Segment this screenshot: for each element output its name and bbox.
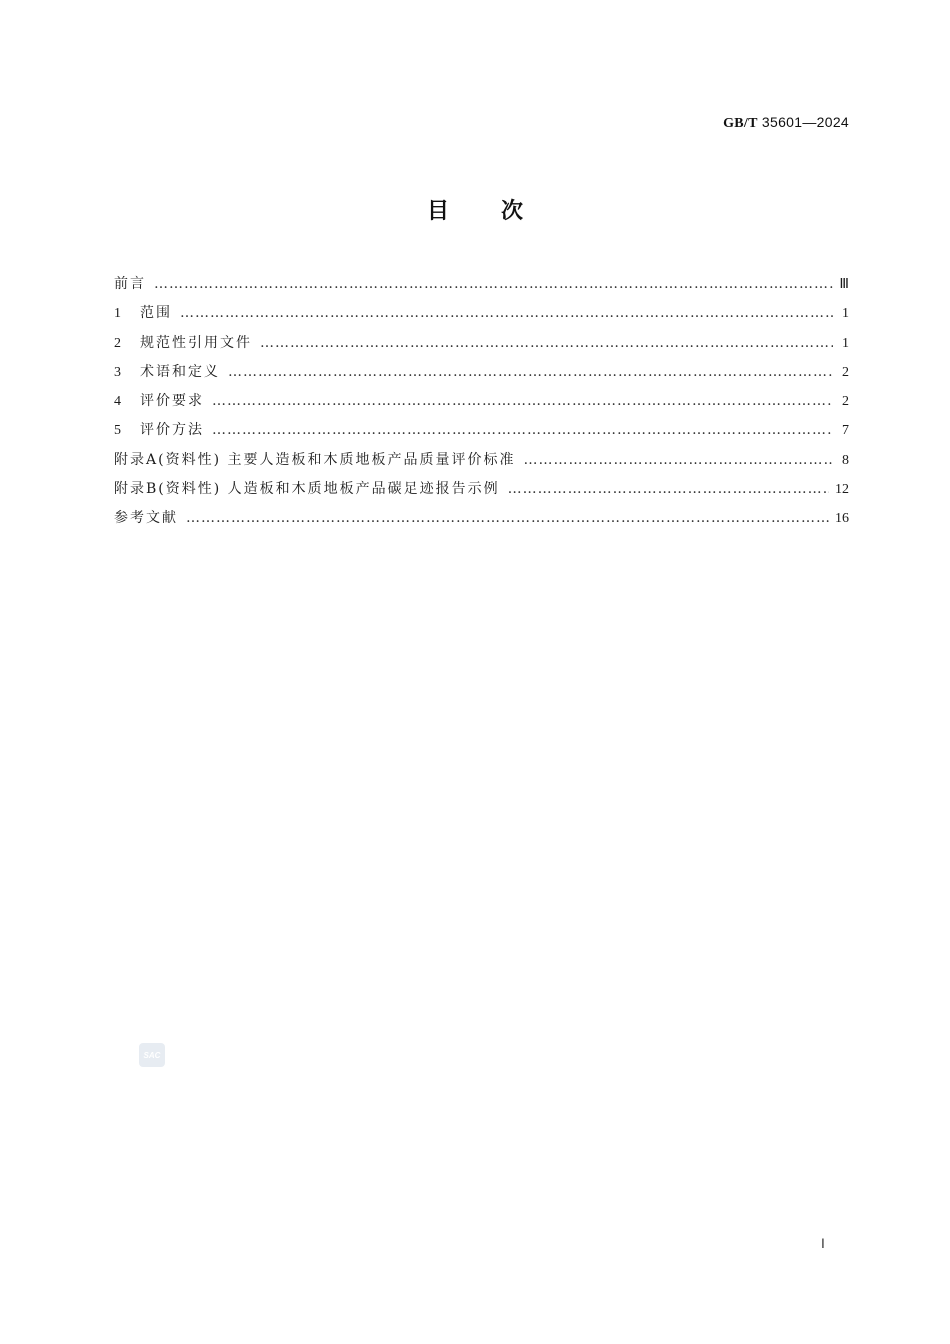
- toc-entry-label: 附录A(资料性) 主要人造板和木质地板产品质量评价标准: [114, 451, 516, 468]
- toc-entry-page: 7: [842, 423, 849, 439]
- toc-entry-requirements[interactable]: [114, 387, 849, 416]
- toc-entry-page: 1: [842, 306, 849, 322]
- toc-leader-dots: [260, 329, 833, 358]
- sac-logo-icon: [139, 1043, 165, 1067]
- toc-entry-page: Ⅲ: [839, 277, 849, 292]
- toc-leader-dots: [212, 416, 833, 445]
- toc-entry-label: 范围: [140, 305, 172, 322]
- standard-number: 35601—2024: [761, 114, 849, 130]
- toc-entry-number: 3: [114, 364, 121, 380]
- toc-entry-label: 前言: [114, 276, 146, 292]
- toc-entry-label: 附录B(资料性) 人造板和木质地板产品碳足迹报告示例: [114, 481, 500, 498]
- toc-entry-foreword[interactable]: [114, 270, 849, 299]
- toc-leader-dots: [180, 299, 833, 328]
- toc-leader-dots: [212, 387, 833, 416]
- page-number: Ⅰ: [821, 1236, 825, 1251]
- toc-entry-methods[interactable]: [114, 416, 849, 445]
- standard-prefix: GB/T: [723, 116, 758, 131]
- toc-entry-label: 评价方法: [140, 422, 204, 439]
- toc-entry-page: 1: [842, 335, 849, 351]
- toc-entry-bibliography[interactable]: [114, 504, 849, 533]
- toc-leader-dots: [186, 504, 829, 533]
- toc-entry-label: 规范性引用文件: [140, 334, 252, 351]
- toc-leader-dots: [508, 475, 829, 504]
- toc-entry-number: 5: [114, 423, 121, 439]
- toc-entry-annex-b[interactable]: [114, 475, 849, 504]
- toc-leader-dots: [523, 446, 833, 475]
- toc-entry-page: 12: [835, 482, 849, 498]
- toc-entry-label: 评价要求: [140, 393, 204, 410]
- table-of-contents: [114, 270, 849, 534]
- toc-leader-dots: [154, 270, 833, 299]
- toc-entry-number: 1: [114, 306, 121, 322]
- toc-entry-label: 术语和定义: [140, 363, 220, 380]
- toc-entry-terms[interactable]: [114, 358, 849, 387]
- toc-entry-page: 2: [842, 394, 849, 410]
- watermark-text: SAC: [143, 1050, 161, 1060]
- toc-entry-page: 16: [835, 511, 849, 527]
- toc-entry-page: 2: [842, 364, 849, 380]
- toc-entry-page: 8: [842, 452, 849, 468]
- toc-entry-scope[interactable]: [114, 299, 849, 328]
- toc-entry-number: 4: [114, 394, 121, 410]
- toc-entry-normative-references[interactable]: [114, 329, 849, 358]
- toc-entry-annex-a[interactable]: [114, 446, 849, 475]
- toc-entry-label: 参考文献: [114, 510, 178, 527]
- toc-leader-dots: [228, 358, 833, 387]
- page-title: 目次: [426, 199, 575, 224]
- toc-entry-number: 2: [114, 335, 121, 351]
- standard-code: [723, 114, 849, 132]
